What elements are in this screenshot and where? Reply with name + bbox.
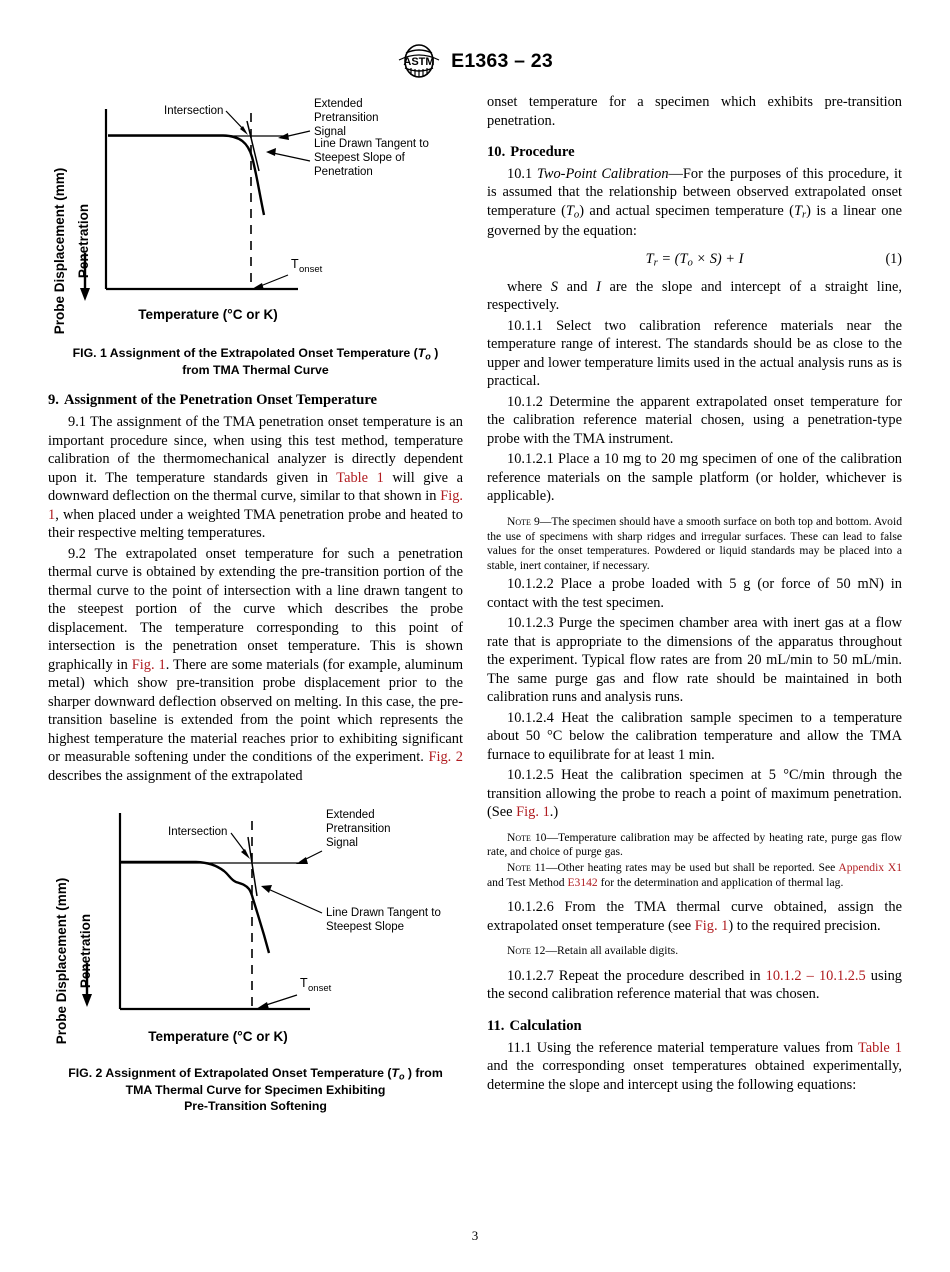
paragraph-9-2: [48, 545, 463, 786]
fig1-tangent-label-1: Line Drawn Tangent to: [314, 138, 429, 150]
fig1-tma-curve: [108, 136, 264, 216]
fig2-caption-To-sub: o: [398, 1071, 405, 1082]
fig1-caption-line1-a: FIG. 1 Assignment of the Extrapolated Onset Temperature (: [72, 346, 418, 360]
fig1-tangent-label-2: Steepest Slope of: [314, 152, 405, 164]
p10126-text-a: 10.1.2.6 From the TMA thermal curve obtained, assign the extrapolated onset temperature (see: [487, 899, 902, 934]
paragraph-9-1: [48, 413, 463, 543]
paragraph-10-1-2-4: 10.1.2.4 Heat the calibration sample specimen to a temperature about 50 °C below the calibration temperature and allow the TMA furnace to equilibrate for at least 1 min.: [487, 709, 902, 763]
fig1-ylabel-sub: Penetration: [76, 203, 91, 279]
p101-number: 10.1: [507, 165, 537, 182]
p91-text-a: 9.1 The assignment of the TMA penetration onset temperature is an important procedure since, when using this test method, temperature calibration of the thermomechanical analyzer is directly dependent upon it. The temperature standards given in: [48, 414, 463, 486]
note-11-label: Note: [507, 861, 531, 874]
section-11-number: 11.: [487, 1017, 505, 1034]
fig2-caption-line1-a: FIG. 2 Assignment of Extrapolated Onset Temperature (: [68, 1066, 392, 1081]
section-11-title: Calculation: [509, 1017, 582, 1034]
fig2-extended-label-1: Extended: [326, 809, 375, 822]
paragraph-10-1-2-3: 10.1.2.3 Purge the specimen chamber area with inert gas at a flow rate that is appropriate to the dimensions of the apparatus throughout the experiment. Typical flow rates are from 20 mL/min to 50 mL/min. The same purge gas and flow rate should be maintained in both calibration runs and analysis runs.: [487, 615, 902, 706]
note-12: [487, 944, 902, 959]
fig2-caption-To: T: [391, 1066, 399, 1081]
svg-text:ASTM: ASTM: [403, 56, 435, 68]
fig2-caption-line2: TMA Thermal Curve for Specimen Exhibiting: [125, 1083, 386, 1098]
p101-Tr: T: [793, 202, 802, 219]
p111-text-b: and the corresponding onset temperatures obtained experimentally, determine the slope and intercept using the following equations:: [487, 1058, 902, 1093]
note-11-text-a: —Other heating rates may be used but shall be reported. See: [545, 861, 839, 874]
link-appendix-x1[interactable]: Appendix X1: [838, 861, 903, 874]
link-table-1-b[interactable]: Table 1: [857, 1039, 902, 1056]
where-I: I: [596, 278, 601, 295]
eqn1-To-sub: o: [687, 257, 693, 269]
section-10-title: Procedure: [510, 144, 575, 160]
note-10-text: —Temperature calibration may be affected by heating rate, purge gas flow rate, and choice of purge gas.: [487, 830, 903, 859]
section-9-number: 9.: [48, 392, 59, 409]
paragraph-10-1-2-6: [487, 898, 902, 935]
where-text-b: and: [558, 278, 597, 295]
note-11-text-c: for the determination and application of thermal lag.: [597, 875, 844, 889]
p101-italic-term: Two-Point Calibration: [536, 165, 669, 182]
note-12-number: 12: [530, 944, 546, 958]
p91-text-b: will give a downward deflection on the thermal curve, similar to that shown in: [48, 469, 463, 505]
fig1-caption-line2: from TMA Thermal Curve: [182, 362, 329, 377]
note-9-label: Note: [507, 514, 531, 528]
note-12-text: —Retain all available digits.: [545, 944, 679, 958]
p92-text-c: describes the assignment of the extrapolated: [48, 767, 303, 784]
p10125-text-b: .): [549, 804, 559, 821]
note-10-number: 10: [530, 830, 547, 844]
p92-text-b: . There are some materials (for example, aluminum metal) which show pre-transition probe displacement prior to the sharper downward deflection observed on melting. In this case, the pre-transition baseline is extended from the point which represents the highest temperature the material reaches prior to exhibiting significant or measurable softening under the conditions of the experiment.: [48, 656, 464, 766]
left-column: [48, 93, 463, 1114]
note-12-label: Note: [507, 944, 531, 958]
link-fig-1-d[interactable]: Fig. 1: [694, 917, 729, 934]
section-9-title: Assignment of the Penetration Onset Temperature: [63, 392, 378, 409]
figure-2-graphic: [48, 801, 463, 1066]
paragraph-10-1-2-1: 10.1.2.1 Place a 10 mg to 20 mg specimen of one of the calibration reference materials on the sample platform (or holder, whichever is applicable).: [487, 451, 902, 505]
where-text-c: are the slope and intercept of a straight line, respectively.: [487, 278, 902, 314]
fig2-extended-label-3: Signal: [326, 837, 358, 850]
link-fig-1-c[interactable]: Fig. 1: [516, 804, 550, 821]
note-11-number: 11: [530, 861, 546, 874]
fig1-tonset-arrowhead: [252, 283, 264, 290]
fig1-extended-label-3: Signal: [314, 126, 346, 138]
page-number: 3: [471, 1228, 479, 1243]
fig1-caption-line1-b: ): [430, 346, 439, 360]
paragraph-10-1-2-2: 10.1.2.2 Place a probe loaded with 5 g (or force of 50 mN) in contact with the test specimen.: [487, 576, 902, 611]
right-column: [487, 93, 902, 1094]
fig1-caption-To-sub: o: [425, 351, 431, 362]
section-10-number: 10.: [487, 144, 506, 160]
fig2-ylabel-main: Probe Displacement (mm): [54, 877, 69, 1045]
link-fig-2[interactable]: Fig. 2: [428, 749, 464, 766]
note-9: [487, 515, 902, 573]
equation-1-number: (1): [885, 250, 902, 267]
eqn1-Tr: T: [645, 250, 654, 267]
fig1-intersection-label: Intersection: [164, 105, 224, 117]
section-10-heading: [487, 143, 902, 162]
p101-To: T: [565, 202, 574, 219]
note-9-text: —The specimen should have a smooth surface on both top and bottom. Avoid the use of specimens with sharp ridges and irregular surfaces. These can lead to false values for the onset temperatures. Powdered or liquid standards may be placed into a stable, inert container, if necessary.: [487, 514, 902, 572]
link-section-range[interactable]: 10.1.2 – 10.1.2.5: [765, 967, 866, 984]
figure-1-graphic: [48, 91, 463, 346]
p91-text-c: , when placed under a weighted TMA penetration probe and heated to their respective melting temperatures.: [48, 506, 463, 542]
fig1-xlabel: Temperature (°C or K): [138, 307, 278, 322]
p92-text-a: 9.2 The extrapolated onset temperature for such a penetration thermal curve is obtained by extending the pre-transition portion of the thermal curve to the point of intersection with a line drawn tangent to the steepest portion of the curve which describes the probe displacement. The temperature corresponding to this point of intersection is the penetration onset temperature. This is shown graphically in: [48, 545, 463, 673]
note-11: [487, 861, 902, 890]
fig1-tangent-label-3: Penetration: [314, 166, 373, 178]
eqn1-rest: = (T: [657, 250, 688, 267]
link-e3142[interactable]: E3142: [567, 875, 598, 889]
fig1-caption-To: T: [417, 346, 426, 360]
fig2-caption-line1-b: ) from: [404, 1066, 443, 1081]
fig1-extended-label-2: Pretransition: [314, 112, 379, 124]
where-text-a: where: [507, 278, 551, 295]
fig2-tangent-label-1: Line Drawn Tangent to: [326, 907, 441, 920]
figure-1-caption: [48, 346, 463, 378]
fig2-intersection-arrowhead: [241, 849, 250, 859]
figure-1: [48, 91, 463, 378]
p111-text-a: 11.1 Using the reference material temperature values from: [507, 1039, 858, 1056]
fig1-tonset-sub: onset: [299, 264, 323, 275]
fig2-extended-label-2: Pretransition: [326, 823, 391, 836]
fig2-tonset-label: T: [300, 976, 308, 991]
p101-text-c: ) is a linear one governed by the equation:: [487, 202, 903, 240]
note-10-label: Note: [507, 830, 531, 844]
fig2-xlabel: Temperature (°C or K): [148, 1029, 288, 1045]
paragraph-10-1-2-5: [487, 766, 902, 822]
fig1-ylabel-main: Probe Displacement (mm): [52, 167, 67, 335]
fig2-ylabel-sub: Penetration: [78, 914, 93, 989]
p10127-text-a: 10.1.2.7 Repeat the procedure described in: [507, 967, 766, 984]
fig2-tma-curve: [121, 862, 269, 953]
fig2-tonset-sub: onset: [308, 983, 332, 995]
p101-text-a: —For the purposes of this procedure, it is assumed that the relationship between observed extrapolated onset temperature (: [487, 165, 902, 219]
paragraph-continuation: onset temperature for a specimen which exhibits pre-transition penetration.: [487, 94, 902, 129]
figure-2-caption: [48, 1066, 463, 1114]
paragraph-where: [487, 278, 902, 315]
paragraph-11-1: [487, 1039, 902, 1095]
paragraph-10-1-2: 10.1.2 Determine the apparent extrapolated onset temperature for the calibration reference material chosen, using a penetration-type probe with the TMA instrument.: [487, 393, 902, 447]
p101-To-sub: o: [573, 209, 580, 221]
note-11-text-b: and Test Method: [487, 875, 568, 889]
p10126-text-b: ) to the required precision.: [728, 917, 881, 934]
p10125-text-a: 10.1.2.5 Heat the calibration specimen at 5 °C/min through the transition allowing the probe to reach a point of maximum penetration. (See: [487, 767, 902, 821]
figure-2: [48, 801, 463, 1114]
page-header: [0, 44, 950, 78]
note-10: [487, 831, 902, 860]
fig2-tangent-arrowhead: [261, 885, 272, 893]
p101-Tr-sub: r: [801, 209, 807, 221]
paragraph-10-1-2-7: [487, 967, 902, 1004]
astm-logo-icon: [397, 44, 441, 78]
where-S: S: [550, 278, 558, 295]
fig1-tangent-arrowhead: [266, 148, 276, 156]
note-9-number: 9: [530, 514, 540, 528]
link-fig-1[interactable]: Fig. 1: [48, 488, 463, 523]
standard-designation: E1363 – 23: [451, 49, 553, 72]
paragraph-10-1-1: 10.1.1 Select two calibration reference materials near the temperature range of interest. The standards should be as close to the upper and lower temperature limits used in the actual analysis runs as is practical.: [487, 317, 902, 390]
fig2-caption-line3: Pre-Transition Softening: [184, 1098, 327, 1113]
eqn1-Tr-sub: r: [653, 257, 658, 269]
link-fig-1-b[interactable]: Fig. 1: [131, 656, 166, 673]
fig1-extended-label-1: Extended: [314, 98, 363, 110]
eqn1-rest2: × S) + I: [692, 250, 744, 267]
fig2-tonset-arrowhead: [256, 1002, 269, 1009]
paragraph-10-1: [487, 165, 902, 241]
section-9-heading: [48, 391, 463, 410]
p10127-text-b: using the second calibration reference material that was chosen.: [487, 967, 902, 1003]
link-table-1[interactable]: Table 1: [336, 469, 384, 486]
fig2-tangent-label-2: Steepest Slope: [326, 921, 405, 934]
fig2-intersection-label: Intersection: [168, 826, 228, 839]
fig1-tonset-label: T: [291, 257, 299, 271]
p101-text-b: ) and actual specimen temperature (: [579, 202, 794, 219]
fig2-extended-arrowhead: [296, 857, 308, 864]
equation-1: [487, 250, 902, 270]
section-11-heading: [487, 1017, 902, 1036]
